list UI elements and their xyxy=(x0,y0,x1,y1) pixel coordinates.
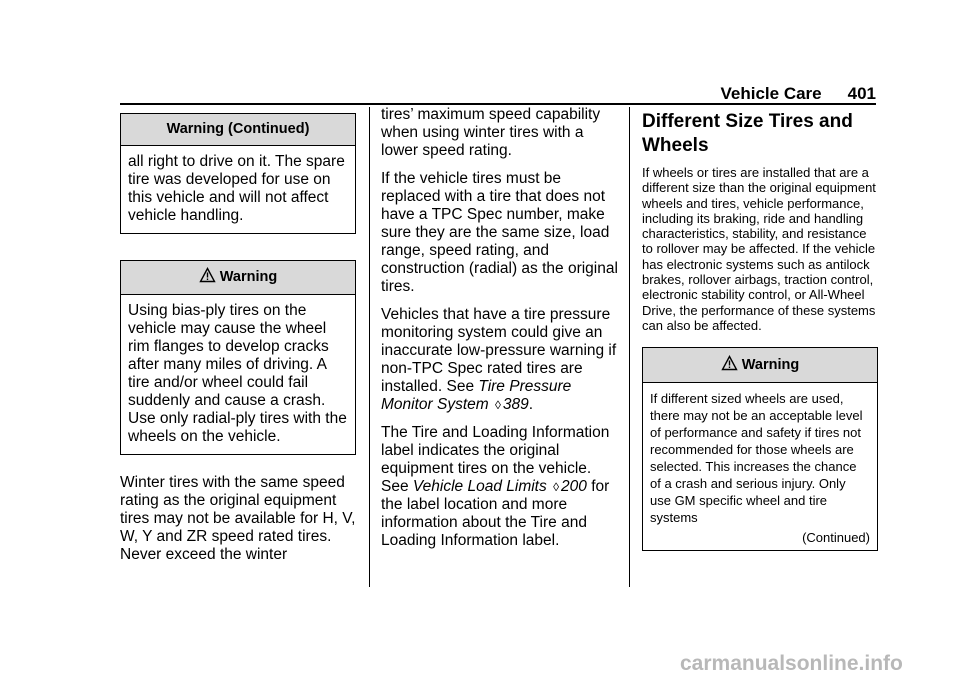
tpms-page-link[interactable]: 389 xyxy=(502,396,529,413)
watermark: carmanualsonline.info xyxy=(680,652,903,675)
warning-icon xyxy=(199,264,216,297)
loading-label-text: The Tire and Loading Information label indicates the original equipment tires on the vehicle. See xyxy=(381,424,610,495)
page-ref-icon: ◊ xyxy=(494,398,501,412)
warning-icon xyxy=(721,351,738,385)
bias-ply-warning-header xyxy=(121,261,355,295)
tpc-replacement-paragraph: If the vehicle tires must be replaced with a tire that does not have a TPC Spec number, make sure they are the same size, load range, speed rating, and construction (radial) as the original tires. xyxy=(381,170,618,295)
bias-ply-warning-title: Warning xyxy=(219,269,278,285)
column-divider-1 xyxy=(369,107,370,587)
load-limits-page-link[interactable]: 200 xyxy=(561,478,587,495)
speed-capability-paragraph: tires’ maximum speed capability when using winter tires with a lower speed rating. xyxy=(381,106,601,159)
different-size-warning-box xyxy=(642,347,878,551)
warning-continued-title: Warning (Continued) xyxy=(121,114,355,146)
page-ref-icon: ◊ xyxy=(553,480,559,494)
bias-ply-warning-text: Using bias-ply tires on the vehicle may cause the wheel rim flanges to develop cracks after many miles of driving. A tire and/or wheel could fail suddenly and cause a crash. Use only radial-ply tires with the wheels on the vehicle. xyxy=(128,302,347,445)
tpms-reference-link[interactable]: Tire Pressure Monitor System xyxy=(381,378,572,413)
tpms-paragraph: Vehicles that have a tire pressure monitoring system could give an inaccurate low-pressure warning if non-TPC Spec rated tires are installed. See Tire Pressure Monitor System ◊ 389. xyxy=(381,306,617,413)
section-heading: Different Size Tires and Wheels xyxy=(642,111,853,156)
column-divider-2 xyxy=(629,107,630,587)
continued-label: (Continued) xyxy=(802,530,870,546)
column-2 xyxy=(381,106,621,550)
warning-continued-text: all right to drive on it. The spare tire was developed for use on this vehicle and will not affect vehicle handling. xyxy=(128,153,345,224)
different-size-warning-text: If different sized wheels are used, there may not be an acceptable level of performance and safety if tires not recommended for those wheels are selected. This increases the chance of a crash and serious injury. Only use GM specific wheel and tire systems xyxy=(650,391,863,526)
warning-continued-box xyxy=(120,113,356,234)
bias-ply-warning-box xyxy=(120,260,356,455)
winter-tires-paragraph: Winter tires with the same speed rating as the original equipment tires may not be available for H, V, W, Y and ZR speed rated tires. Never exceed the winter xyxy=(120,474,356,563)
load-limits-reference-link[interactable]: Vehicle Load Limits xyxy=(412,478,547,495)
page-header xyxy=(0,84,876,104)
page-number: 401 xyxy=(847,84,876,103)
column-1 xyxy=(120,104,356,564)
section-title: Vehicle Care xyxy=(720,84,822,103)
loading-label-tail: for the label location and more information about the Tire and Loading Information label. xyxy=(381,478,610,549)
loading-label-paragraph xyxy=(381,424,621,550)
different-size-warning-title: Warning xyxy=(741,357,800,374)
different-size-paragraph: If wheels or tires are installed that are a different size than the original equipment wheels and tires, vehicle performance, including its braking, ride and handling characteristics, stability, and resistance to rollover may be affected. If the vehicle has electronic systems such as antilock brakes, rollover airbags, traction control, electronic stability control, or All-Wheel Drive, the performance of these systems can also be affected. xyxy=(642,165,876,333)
tpms-text: Vehicles that have a tire pressure monitoring system could give an inaccurate low-pressure warning if non-TPC Spec rated tires are installed. See xyxy=(381,306,617,395)
different-size-warning-header xyxy=(643,348,877,383)
different-size-warning-body xyxy=(643,383,877,550)
column-3 xyxy=(642,110,878,551)
